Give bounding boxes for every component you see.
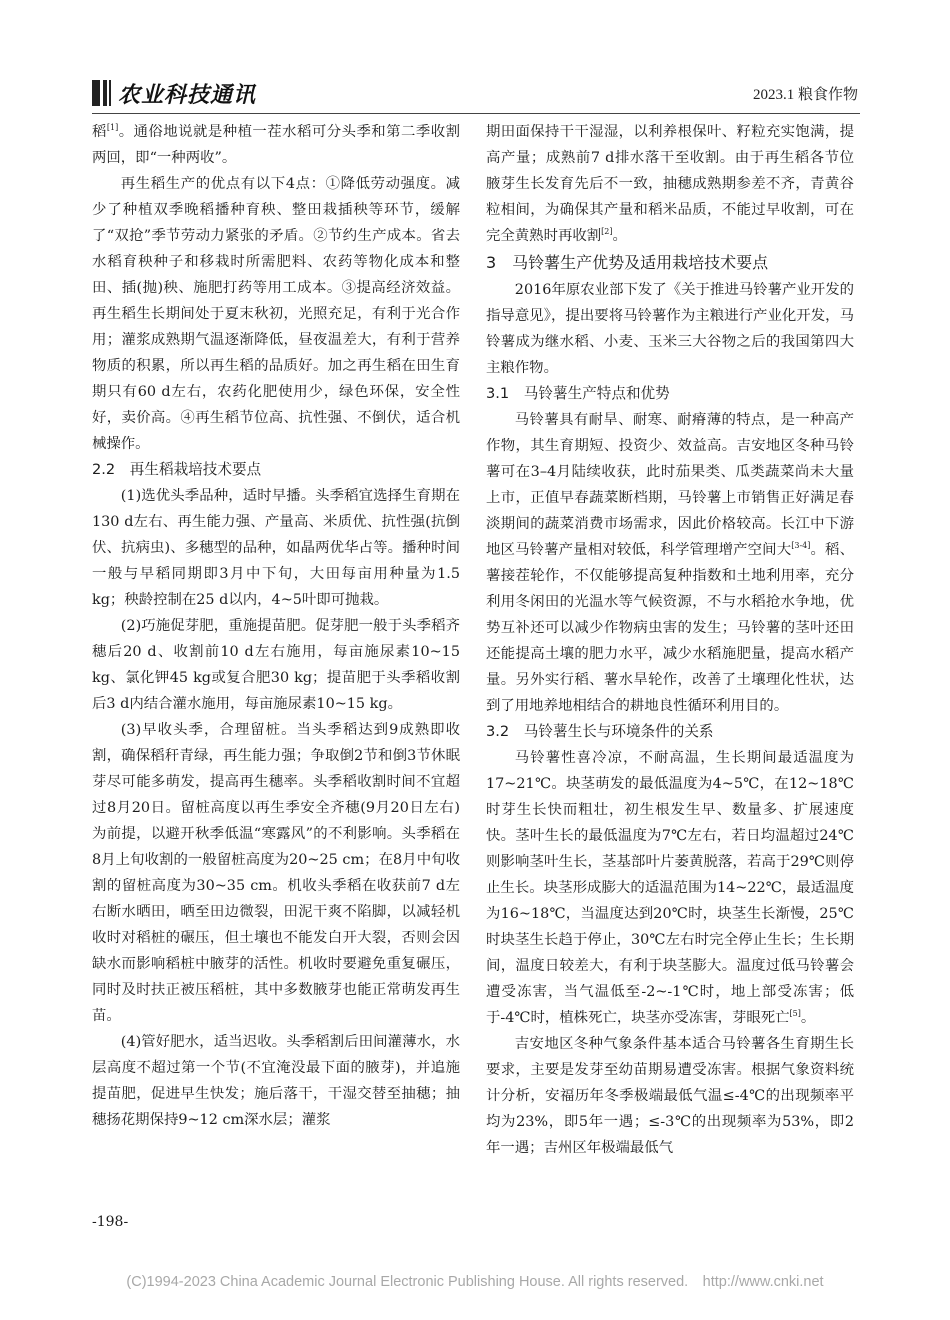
issue-label: 2023.1 粮食作物 bbox=[752, 87, 858, 103]
paragraph: (1)选优头季品种，适时早播。头季稻宜选择生育期在130 d左右、再生能力强、产量高、米质优、抗性强(抗倒伏、抗病虫)、多穗型的品种，如晶两优华占等。播种时间一般与早稻同期即3月中下旬，大田每亩用种量为1.5 kg；秧龄控制在25 d以内，4~5叶即可抛栽。 bbox=[92, 488, 460, 608]
paragraph: 马铃薯具有耐旱、耐寒、耐瘠薄的特点，是一种高产作物，其生育期短、投资少、效益高。吉安地区冬种马铃薯可在3–4月陆续收获，此时茄果类、瓜类蔬菜尚未大量上市，正值早春蔬菜断档期，马铃薯上市销售正好满足春淡期间的蔬菜消费市场需求，因此价格较高。长江中下游地区马铃薯产量相对较低，科学管理增产空间大[3-4]。稻、薯接茬轮作，不仅能够提高复种指数和土地利用率，充分利用冬闲田的光温水等气候资源，不与水稻抢水争地，优势互补还可以减少作物病虫害的发生；马铃薯的茎叶还田还能提高土壤的肥力水平，减少水稻施肥量，提高水稻产量。另外实行稻、薯水旱轮作，改善了土壤理化性状，达到了用地养地相结合的耕地良性循环利用目的。 bbox=[486, 412, 854, 714]
left-column bbox=[92, 119, 460, 1133]
paragraph: 吉安地区冬种气象条件基本适合马铃薯各生育期生长要求，主要是发芽至幼苗期易遭受冻害。根据气象资料统计分析，安福历年冬季极端最低气温≤-4℃的出现频率平均为23%，即5年一遇；≤-3℃的出现频率为53%，即2年一遇；吉州区年极端最低气 bbox=[486, 1036, 854, 1156]
paragraph: 2016年原农业部下发了《关于推进马铃薯产业开发的指导意见》，提出要将马铃薯作为主粮进行产业化开发，马铃薯成为继水稻、小麦、玉米三大谷物之后的我国第四大主粮作物。 bbox=[486, 282, 854, 376]
paragraph: (2)巧施促芽肥，重施提苗肥。促芽肥一般于头季稻齐穗后20 d、收割前10 d左右施用，每亩施尿素10~15 kg、氯化钾45 kg或复合肥30 kg；提苗肥于头季稻收割后3 d内结合灌水施用，每亩施尿素10~15 kg。 bbox=[92, 618, 460, 712]
journal-logo: 农业科技通讯 bbox=[118, 82, 257, 108]
paragraph: 期田面保持干干湿湿，以利养根保叶、籽粒充实饱满，提高产量；成熟前7 d排水落干至收割。由于再生稻各节位腋芽生长发育先后不一致，抽穗成熟期参差不齐，青黄谷粒相间，为确保其产量和稻米品质，不能过早收割，可在完全黄熟时再收割[2]。 bbox=[486, 124, 854, 244]
paragraph: 马铃薯性喜冷凉，不耐高温，生长期间最适温度为17~21℃。块茎萌发的最低温度为4~5℃，在12~18℃时芽生长快而粗壮，初生根发生早、数量多、扩展速度快。茎叶生长的最低温度为7℃左右，若日均温超过24℃则影响茎叶生长，茎基部叶片萎黄脱落，若高于29℃则停止生长。块茎形成膨大的适温范围为14~22℃，最适温度为16~18℃，当温度达到20℃时，块茎生长渐慢，25℃时块茎生长趋于停止，30℃左右时完全停止生长；生长期间，温度日较差大，有利于块茎膨大。温度过低马铃薯会遭受冻害，当气温低至-2~-1℃时，地上部受冻害；低于-4℃时，植株死亡，块茎亦受冻害，芽眼死亡[5]。 bbox=[486, 750, 854, 1026]
header-rule bbox=[92, 113, 860, 114]
section-heading-3: 3 马铃薯生产优势及适用栽培技术要点 bbox=[486, 253, 769, 272]
header-bar-mark bbox=[92, 80, 112, 106]
page-number: -198- bbox=[92, 1214, 129, 1230]
section-heading-2-2: 2.2 再生稻栽培技术要点 bbox=[92, 461, 262, 478]
right-column bbox=[486, 119, 854, 1161]
paragraph: 再生稻生产的优点有以下4点：①降低劳动强度。减少了种植双季晚稻播种育秧、整田栽插秧等环节，缓解了“双抢”季节劳动力紧张的矛盾。②节约生产成本。省去水稻育秧种子和移栽时所需肥料、农药等物化成本和整田、插(抛)秧、施肥打药等用工成本。③提高经济效益。再生稻生长期间处于夏末秋初，光照充足，有利于光合作用；灌浆成熟期气温逐渐降低，昼夜温差大，有利于营养物质的积累，所以再生稻的品质好。加之再生稻在田生育期只有60 d左右，农药化肥使用少，绿色环保，安全性好，卖价高。④再生稻节位高、抗性强、不倒伏，适合机械操作。 bbox=[92, 176, 460, 452]
paragraph: 稻[1]。通俗地说就是种植一茬水稻可分头季和第二季收割两回，即“一种两收”。 bbox=[92, 123, 460, 166]
section-heading-3-1: 3.1 马铃薯生产特点和优势 bbox=[486, 385, 670, 402]
section-heading-3-2: 3.2 马铃薯生长与环境条件的关系 bbox=[486, 723, 714, 740]
paragraph: (4)管好肥水，适当迟收。头季稻割后田间灌薄水，水层高度不超过第一个节(不宜淹没最下面的腋芽)，并追施提苗肥，促进早生快发；施后落干，干湿交替至抽穗；抽穗扬花期保持9~12 cm深水层；灌浆 bbox=[92, 1034, 460, 1128]
copyright-footer: (C)1994-2023 China Academic Journal Electronic Publishing House. All rights reserved. http://www.cnki.net bbox=[126, 1274, 824, 1290]
paragraph: (3)早收头季，合理留桩。当头季稻达到9成熟即收割，确保稻秆青绿，再生能力强；争取倒2节和倒3节休眠芽尽可能多萌发，提高再生穗率。头季稻收割时间不宜超过8月20日。留桩高度以再生季安全齐穗(9月20日左右)为前提，以避开秋季低温“寒露风”的不利影响。头季稻在8月上旬收割的一般留桩高度为20~25 cm；在8月中旬收割的留桩高度为30~35 cm。机收头季稻在收获前7 d左右断水晒田，晒至田边微裂，田泥干爽不陷脚，以减轻机收时对稻桩的碾压，但土壤也不能发白开大裂，否则会因缺水而影响稻桩中腋芽的活性。机收时要避免重复碾压，同时及时扶正被压稻桩，其中多数腋芽也能正常萌发再生苗。 bbox=[92, 722, 460, 1024]
